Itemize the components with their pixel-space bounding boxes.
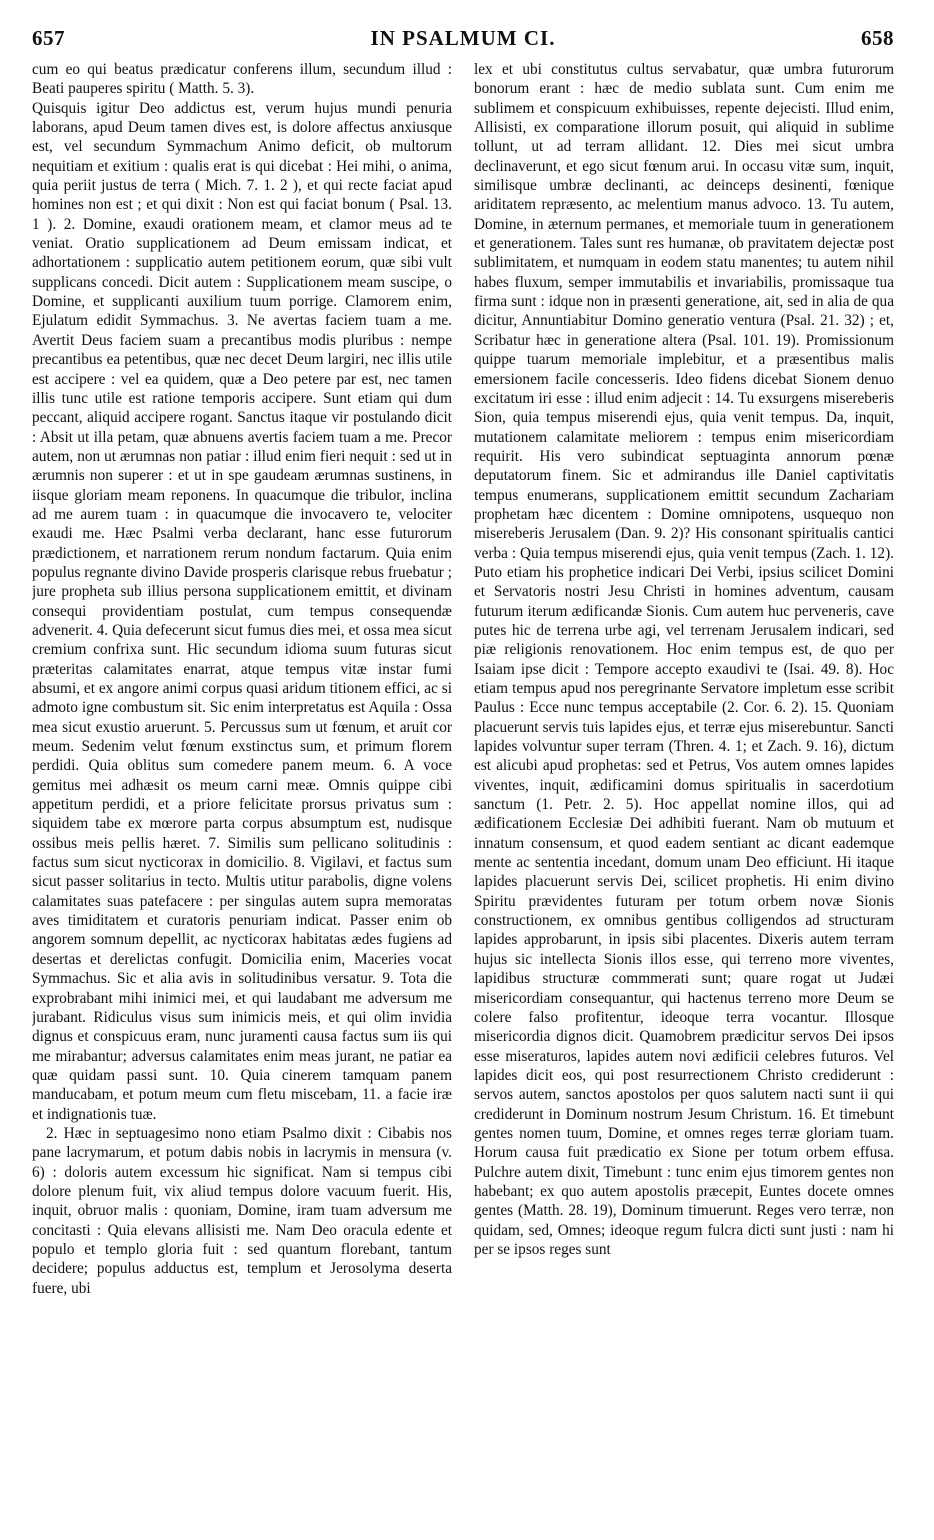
right-page-number: 658 [860, 26, 894, 50]
running-header [32, 26, 894, 60]
left-column [32, 60, 452, 1530]
paragraph: 2. Hæc in septuagesimo nono etiam Psalmo dixit : Cibabis nos pane lacrymarum, et potum dabis nobis in lacrymis in mensura (v. 6) : doloris autem excessum hic significat. Nam si tempus cibi dolore plenum fuit, vix aliud tempus dolore vacuum fuerit. His, inquit, obruor malis : quoniam, Domine, iram tuam adversum me concitasti : Quia elevans allisisti me. Nam Deo oracula edente et populo et templo gloria fuit : sed quantum florebant, tantum decidere; populus adductus est, templum et Jerosolyma deserta fuere, ubi [32, 1124, 452, 1297]
running-title: IN PSALMUM CI. [370, 26, 556, 50]
paragraph: lex et ubi constitutus cultus servabatur, quæ umbra futurorum bonorum erant : hæc de medio sublata sunt. Cum enim me sublimem et conspicuum exhibuisses, repente dejecisti. Illud enim, Allisisti, ex comparatione illorum posuit, qui aliquid in sublime tollunt, ut ad terram allidant. 12. Dies mei sicut umbra declinaverunt, et ego sicut fœnum arui. In occasu vitæ sum, inquit, similisque umbræ declinanti, ac deinceps desinenti, fœnique ariditatem repræsento, ac melentium manus advoco. 13. Tu autem, Domine, in æternum permanes, et memoriale tuum in generationem et generationem. Tales sunt res humanæ, ob pravitatem dejectæ post sublimitatem, et numquam in eodem statu manentes; tu autem nihil habes fluxum, semper immutabilis et invariabilis, promissaque tua firma sunt : idque non in præsenti generatione, ait, sed in alia de qua dicitur, Annuntiabitur Domino generatio ventura (Psal. 21. 32) ; et, Scribatur hæc in generatione altera (Psal. 101. 19). Promissionum quippe tuarum memoriale implebitur, et a præsentibus malis emersionem facile concesseris. Ideo fidens dicebat Sionem denuo excitatum iri esse : illud enim adjecit : 14. Tu exsurgens misereberis Sion, quia tempus miserendi ejus, quia venit tempus. Da, inquit, mutationem calamitate meliorem : tempus enim misericordiam requirit. His vero subindicat septuaginta annorum pœnæ deputatorum finem. Sic et admirandus ille Daniel captivitatis tempus enumerans, supplicationem emittit secundum Zachariam prophetam hæc dicentem : Domine omnipotens, usquequo non misereberis Jerusalem (Dan. 9. 2)? His consonant spiritualis cantici verba : Quia tempus miserendi ejus, quia venit tempus (Zach. 1. 12). Puto etiam his prophetice indicari Dei Verbi, ipsius scilicet Domini et Servatoris nostri Jesu Christi in homines adventum, causam futurum iterum ædificandæ Sionis. Cum autem huc perveneris, cave putes hic de terrena urbe agi, vel terrenam Jerusalem indicari, sed piæ religionis renovationem. Hoc enim tempus est, de quo per Isaiam ipse dicit : Tempore accepto exaudivi te (Isai. 49. 8). Hoc etiam tempus apud nos peregrinante Servatore impletum esse scribit Paulus : Ecce nunc tempus acceptabile (2. Cor. 6. 2). 15. Quoniam placuerunt servis tuis lapides ejus, et terræ ejus miserebuntur. Sancti lapides volvuntur super terram (Thren. 4. 1; et Zach. 9. 16), dictum est alicubi apud prophetas: sed et Petrus, Vos autem omnes lapides viventes, inquit, ædificamini domus spiritualis in sacerdotium sanctum (1. Petr. 2. 5). Hoc appellat nomine illos, qui ad ædificationem Ecclesiæ Dei adhibiti fuerant. Nam ob mutuum et innatum consensum, et quod eadem sentiant ac dicant eademque mente ac sententia incedant, domum unam Deo efficiunt. Hi itaque lapides placuerunt servis Dei, scilicet prophetis. Hi enim divino Spiritu prævidentes futuram per totum orbem novæ Sionis constructionem, ex omnibus gentibus colligendos ad structuram lapides approbarunt, in ipsis sibi placentes. Dixeris autem terram hujus sic intellecta Sionis illos esse, qui terreno more viventes, lapidibus structuræ commmerati sunt; quare rogat ut Judæi misericordiam consequantur, qui hactenus terreno more Deum se colere falso profitentur, ideoque terra vocantur. Illosque misericordia dignos dicit. Quamobrem prædicitur servos Dei ipsos esse miseraturos, lapides autem novi ædificii celebres futuros. Vel lapides dicit eos, qui post resurrectionem Christo crediderunt : servos autem, sanctos apostolos per quos salutem nacti sunt ii qui crediderunt in Dominum nostrum Jesum Christum. 16. Et timebunt gentes nomen tuum, Domine, et omnes reges terræ gloriam tuam. Horum causa fuit prædicatio ex Sione per totum orbem effusa. Pulchre autem dixit, Timebunt : tunc enim ejus timorem gentes non habebant; ex quo autem apostolis præcepit, Euntes docete omnes gentes (Matth. 28. 19), Dominum timuerunt. Reges vero terræ, non quidam, sed, Omnes; ideoque regum fulcra dicti sunt justi : nam hi per se ipsos reges sunt [474, 61, 894, 1258]
paragraph: cum eo qui beatus prædicatur conferens illum, secundum illud : Beati pauperes spiritu ( Matth. 5. 3). [32, 61, 452, 98]
right-column [474, 60, 894, 1530]
text-columns [32, 60, 894, 1530]
left-page-number: 657 [32, 26, 65, 50]
paragraph: Quisquis igitur Deo addictus est, verum hujus mundi penuria laborans, apud Deum tamen dives est, is dolore affectus anxiusque est, vel secundum Symmachum Animo deficit, ob multorum nequitiam et exitium : qualis erat is qui dicebat : Hei mihi, o anima, quia periit justus de terra ( Mich. 7. 1. 2 ), et qui recte faciat apud homines non est ; et qui dixit : Non est qui faciat bonum ( Psal. 13. 1 ). 2. Domine, exaudi orationem meam, et clamor meus ad te veniat. Oratio supplicationem ad Deum emissam indicat, et adhortationem : supplicatio autem petitionem eorum, quæ sibi vult supplicans concedi. Dicit autem : Supplicationem meam suscipe, o Domine, et supplicanti auxilium tuum porrige. Clamorem enim, Ejulatum edidit Symmachus. 3. Ne avertas faciem tuam a me. Avertit Deus faciem suam a precantibus modis pluribus : nempe precantibus ea petentibus, quæ nec decet Deum largiri, nec illis utile est accipere : vel ea quidem, quæ a Deo petere par est, nec tamen illis tunc utile est ratione temporis accipere. Sunt etiam qui dum peccant, aliquid accipere rogant. Sanctus itaque vir postulando dicit : Absit ut illa petam, quæ abnuens avertis faciem tuam a me. Precor autem, non ut ærumnas non patiar : illud enim fieri nequit : sed ut in ærumnis non superer : et ut in spe gaudeam ærumnas sustinens, in iisque gloriam meam reponens. In quacumque die tribulor, inclina ad me aurem tuam : in quacumque die invocavero te, velociter exaudi me. Hæc Psalmi verba declarant, hanc esse futurorum prædictionem, et narrationem rerum nondum factarum. Quia enim populus regnante divino Davide prosperis clarisque rebus fruebatur ; jure propheta sub illius persona supplicationem emittit, et divinam consequi providentiam postulat, cum tempus consequendæ advenerit. 4. Quia defecerunt sicut fumus dies mei, et ossa mea sicut cremium confrixa sunt. Hic secundum idioma suum futuras sicut præteritas calamitates enarrat, atque tempus vitæ instar fumi absumi, et ex angore animi corpus quasi aridum titionem effici, ac si admoto igne combustum sit. Sic enim interpretatus est Aquila : Ossa mea sicut exustio aruerunt. 5. Percussus sum ut fœnum, et aruit cor meum. Sedenim velut fœnum exstinctus sum, et primum florem perdidi. Quia oblitus sum comedere panem meum. 6. A voce gemitus mei adhæsit os meum carni meæ. Omnis quippe cibi appetitum perdidi, et a priore felicitate prorsus privatus sum : siquidem tabe ex mœrore parta corpus absumptum est, nudisque ossibus meis pellis hæret. 7. Similis sum pellicano solitudinis : factus sum sicut nycticorax in domicilio. 8. Vigilavi, et factus sum sicut passer solitarius in tecto. Multis utitur parabolis, digne volens calamitates suas patefacere : per singulas autem supra memoratas aves timiditatem et curatoris penuriam indicat. Passer enim ob angorem somnum depellit, ac nycticorax habitatas ædes fugiens ad desertas et derelictas confugit. Domicilia enim, Maceries vocat Symmachus. Sic et alia avis in solitudinibus versatur. 9. Tota die exprobrabant mihi inimici mei, et qui laudabant me adversum me jurabant. Ridiculus visus sum inimicis meis, et qui olim invidia dignus et conspicuus eram, nunc juramenti causa factus sum iis qui me mirabantur; adversus calamitates enim meas jurant, ne patiar ea quæ quidam passi sunt. 10. Quia cinerem tamquam panem manducabam, et potum meum cum fletu miscebam, 11. a facie iræ et indignationis tuæ. [32, 99, 452, 1123]
